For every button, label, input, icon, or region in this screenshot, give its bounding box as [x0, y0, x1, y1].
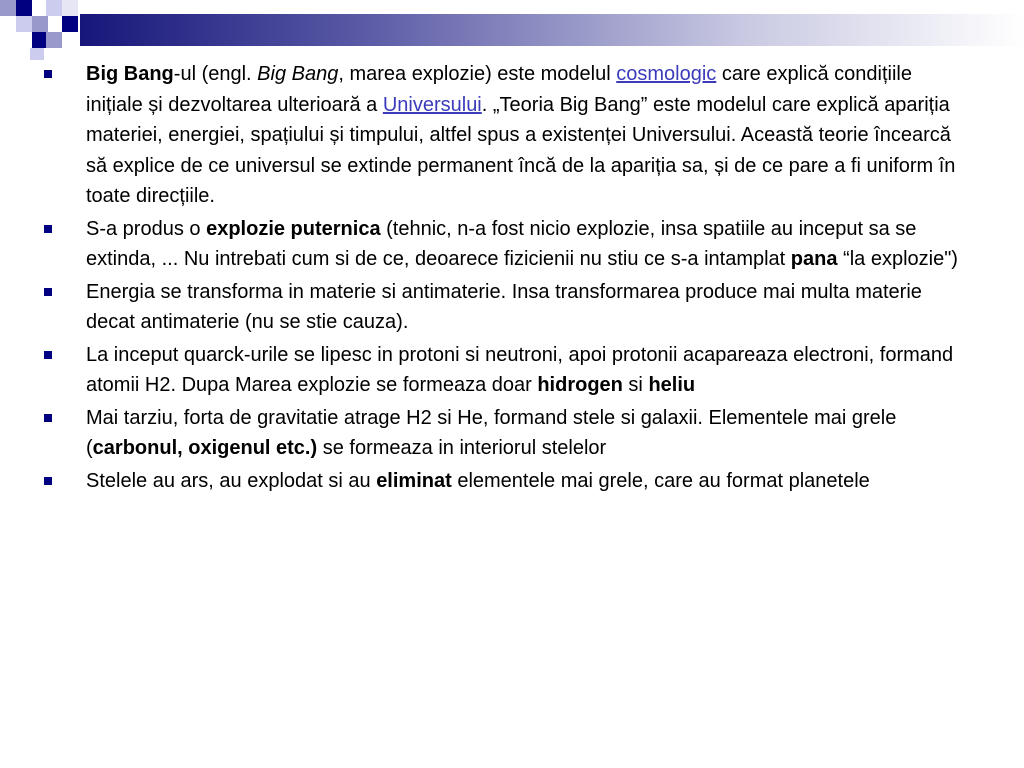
- text: La inceput quarck-urile se lipesc in protoni si neutroni, apoi protonii acapareaza electroni, formand atomii H2. Dupa Marea explozie se formeaza doar: [86, 343, 954, 396]
- bold-text: pana: [790, 248, 838, 270]
- text: -ul (engl.: [173, 63, 258, 85]
- text: S-a produs o: [86, 217, 207, 240]
- text: Stelele au ars, au explodat si au: [86, 469, 377, 492]
- cosmologic-link[interactable]: cosmologic: [616, 63, 717, 85]
- text: (tehnic, n-a fost nicio explozie, insa spatiile au inceput sa se extinda, ... Nu intrebati cum si de ce, deoarece fizicienii nu stiu ce s-a intamplat: [86, 217, 917, 270]
- text: si: [622, 374, 649, 396]
- bold-text: hidrogen: [537, 374, 623, 396]
- text: Mai tarziu, forta de gravitatie atrage H2 si He, formand stele si galaxii. Elementele mai grele (: [86, 406, 897, 459]
- bullet-list: [44, 59, 974, 496]
- deco-square-6: [32, 16, 48, 32]
- square-bullet-icon: [44, 225, 52, 233]
- slide-body: [44, 59, 974, 498]
- square-bullet-icon: [44, 414, 52, 422]
- text: Energia se transforma in materie si antimaterie. Insa transformarea produce mai multa materie decat antimaterie (nu se stie cauza).: [86, 280, 922, 333]
- square-bullet-icon: [44, 288, 52, 296]
- bullet-item: [44, 340, 974, 401]
- text: . „Teoria Big Bang” este modelul care explică apariția materiei, energiei, spațiului și timpului, altfel spus a existenței Universului. Această teorie încearcă să explice de ce universul se extinde permanent încă de la apariția sa, și de ce pare a fi uniform în toate direcțiile.: [86, 93, 956, 207]
- square-bullet-icon: [44, 70, 52, 78]
- text: elementele mai grele, care au format planetele: [451, 469, 870, 492]
- text: “la explozie"): [837, 248, 958, 270]
- bold-text: eliminat: [376, 469, 452, 492]
- bullet-item: [44, 59, 974, 212]
- text: , marea explozie) este modelul: [338, 63, 617, 85]
- deco-square-7: [62, 16, 78, 32]
- deco-square-2: [16, 0, 32, 16]
- deco-square-1: [0, 0, 16, 16]
- italic-text: Big Bang: [257, 63, 339, 85]
- header-decoration: [0, 0, 1024, 60]
- bold-text: explozie puternica: [206, 217, 381, 240]
- text: se formeaza in interiorul stelelor: [317, 437, 607, 459]
- text: care explică condițiile inițiale și dezvoltarea ulterioară a: [86, 63, 912, 116]
- deco-gradient-bar: [80, 14, 1024, 46]
- bold-text: carbonul, oxigenul etc.): [92, 437, 318, 459]
- bullet-item: [44, 403, 974, 464]
- bullet-item: [44, 214, 974, 275]
- bold-text: heliu: [648, 374, 696, 396]
- square-bullet-icon: [44, 351, 52, 359]
- deco-square-10: [30, 48, 44, 60]
- bullet-item: [44, 466, 974, 497]
- deco-square-4: [62, 0, 78, 16]
- bullet-item: [44, 277, 974, 338]
- deco-square-5: [16, 16, 32, 32]
- deco-square-3: [46, 0, 62, 16]
- deco-square-9: [46, 32, 62, 48]
- bold-text: Big Bang: [86, 63, 174, 85]
- square-bullet-icon: [44, 477, 52, 485]
- universului-link[interactable]: Universului: [382, 93, 482, 116]
